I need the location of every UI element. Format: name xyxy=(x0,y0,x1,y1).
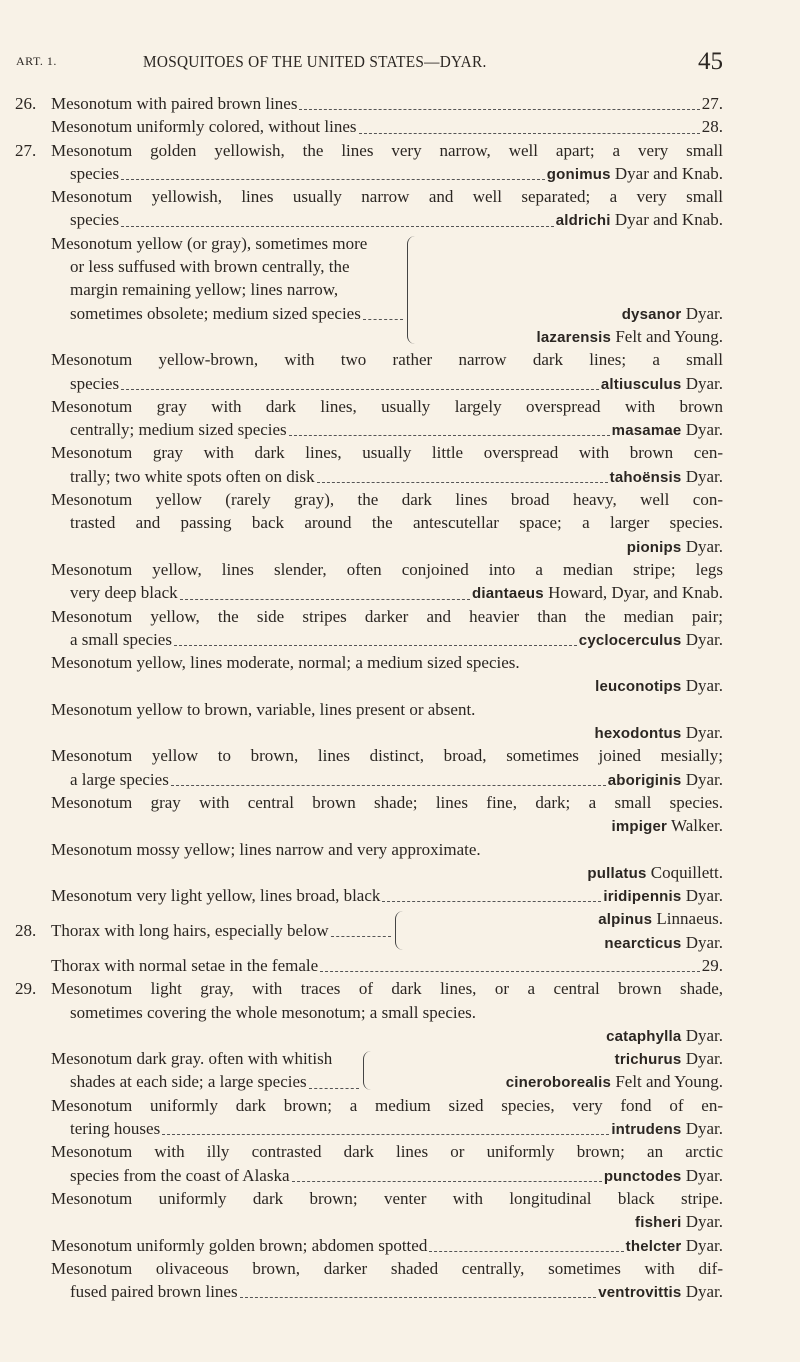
species-result xyxy=(556,208,723,232)
species-name: nearcticus xyxy=(604,934,682,952)
species-name: ventrovittis xyxy=(598,1284,682,1302)
species-result xyxy=(610,465,723,489)
key-text: Mesonotum mossy yellow; lines narrow and very approximate. xyxy=(51,839,481,859)
species-line xyxy=(416,931,723,954)
key-text: sometimes obsolete; medium sized species xyxy=(70,303,361,323)
species-result xyxy=(615,1047,723,1071)
key-text: Mesonotum gray with central brown shade; lines fine, dark; a small species. xyxy=(51,792,723,812)
key-text: Mesonotum uniformly dark brown; venter with longitudinal black stripe. xyxy=(51,1188,723,1208)
key-text: Mesonotum gray with dark lines, usually little overspread with brown cen- xyxy=(51,443,723,463)
key-line xyxy=(15,372,723,395)
key-text: Mesonotum with illy contrasted dark lines or uniformly brown; an arctic xyxy=(51,1142,723,1162)
key-text: species xyxy=(70,163,120,183)
species-author: Dyar. xyxy=(681,629,723,649)
key-text: Mesonotum very light yellow, lines broad, black xyxy=(51,886,381,906)
species-result xyxy=(612,418,723,442)
species-result xyxy=(604,1164,723,1188)
key-line xyxy=(15,838,723,861)
brace-left xyxy=(51,232,405,349)
key-line xyxy=(15,162,723,185)
key-text: trasted and passing back around the antescutellar space; a larger species. xyxy=(70,513,723,533)
species-result xyxy=(594,721,723,745)
key-line xyxy=(15,581,723,604)
species-line xyxy=(384,1070,723,1093)
leader-dots xyxy=(359,133,700,134)
key-line xyxy=(15,139,723,162)
key-text: Mesonotum uniformly colored, without lines xyxy=(51,117,357,137)
article-label: ART. 1. xyxy=(16,54,57,68)
key-text: Mesonotum dark gray. often with whitish xyxy=(51,1049,333,1069)
species-author: Felt and Young. xyxy=(611,1072,723,1092)
species-author: Dyar. xyxy=(681,1282,723,1302)
key-text: or less suffused with brown centrally, the xyxy=(70,257,350,277)
key-text: species xyxy=(70,210,120,230)
page-header xyxy=(16,50,723,76)
key-text: Mesonotum yellow to brown, lines distinct, broad, sometimes joined mesially; xyxy=(51,746,723,766)
leader-dots xyxy=(121,226,554,227)
species-name: fisheri xyxy=(635,1214,682,1232)
key-text: Mesonotum golden yellowish, the lines very narrow, well apart; a very small xyxy=(51,140,723,160)
key-text: trally; two white spots often on disk xyxy=(70,466,315,486)
page-number: 45 xyxy=(698,48,723,75)
key-line xyxy=(15,1140,723,1163)
species-name: cataphylla xyxy=(606,1027,682,1045)
species-result xyxy=(579,628,723,652)
species-author: Dyar. xyxy=(681,1212,723,1232)
leader-dots xyxy=(363,319,403,320)
leader-dots xyxy=(331,936,391,937)
species-result xyxy=(702,954,723,977)
species-name: dysanor xyxy=(621,305,682,323)
species-line xyxy=(428,302,723,325)
species-name: pullatus xyxy=(587,864,647,882)
key-line xyxy=(15,791,723,814)
brace-group xyxy=(15,907,723,954)
leader-dots xyxy=(309,1088,359,1089)
couplet-number: 28. xyxy=(15,921,37,941)
key-line xyxy=(15,1094,723,1117)
key-line xyxy=(51,302,405,325)
key-line xyxy=(15,884,723,907)
key-text: Mesonotum gray with dark lines, usually largely overspread with brown xyxy=(51,396,723,416)
brace-icon xyxy=(407,236,422,345)
key-line xyxy=(15,1001,723,1024)
species-author: Dyar and Knab. xyxy=(610,163,723,183)
species-author: Dyar. xyxy=(681,1235,723,1255)
species-result xyxy=(702,92,723,115)
key-text: tering houses xyxy=(70,1119,161,1139)
species-result xyxy=(537,325,723,349)
species-author: Dyar. xyxy=(681,1049,723,1069)
key-line xyxy=(15,628,723,651)
species-result xyxy=(611,1117,723,1141)
leader-dots xyxy=(317,482,608,483)
couplet-reference: 29. xyxy=(701,956,723,975)
key-line xyxy=(15,395,723,418)
species-name: masamae xyxy=(611,422,682,440)
leader-dots xyxy=(299,109,699,110)
species-line xyxy=(384,1047,723,1070)
species-author: Dyar. xyxy=(681,1119,723,1139)
species-name: iridipennis xyxy=(603,888,682,906)
key-text: fused paired brown lines xyxy=(70,1282,238,1302)
key-text: Mesonotum light gray, with traces of dark lines, or a central brown shade, xyxy=(51,979,723,999)
key-line xyxy=(15,465,723,488)
key-text: Mesonotum yellowish, lines usually narrow and well separated; a very small xyxy=(51,187,723,207)
species-name: pionips xyxy=(626,538,682,556)
species-line xyxy=(416,907,723,930)
key-text: Mesonotum yellow (or gray), sometimes more xyxy=(51,233,368,253)
species-author: Linnaeus. xyxy=(652,909,723,929)
brace-group xyxy=(15,232,723,349)
key-line xyxy=(15,1164,723,1187)
species-result xyxy=(601,372,723,396)
key-line xyxy=(15,1024,723,1047)
species-result xyxy=(627,535,723,559)
leader-dots xyxy=(320,971,700,972)
key-line xyxy=(15,185,723,208)
key-text: sometimes covering the whole mesonotum; a small species. xyxy=(70,1002,477,1022)
species-name: tahoënsis xyxy=(609,468,682,486)
species-result xyxy=(603,884,723,908)
species-name: intrudens xyxy=(611,1121,682,1139)
couplet-number: 26. xyxy=(15,94,37,113)
species-author: Dyar. xyxy=(681,536,723,556)
leader-dots xyxy=(180,599,470,600)
species-result xyxy=(595,674,723,698)
species-name: aboriginis xyxy=(607,771,682,789)
key-line xyxy=(15,92,723,115)
species-author: Dyar. xyxy=(681,932,723,952)
key-line xyxy=(15,605,723,628)
leader-dots xyxy=(240,1297,597,1298)
key-text: a small species xyxy=(70,629,172,649)
species-result xyxy=(608,768,723,792)
key-text: species from the coast of Alaska xyxy=(70,1165,290,1185)
key-text: Mesonotum yellow, lines slender, often conjoined into a median stripe; legs xyxy=(51,559,723,579)
species-result xyxy=(472,581,723,605)
brace-icon xyxy=(363,1051,378,1090)
brace-group xyxy=(15,1047,723,1094)
key-text: Mesonotum uniformly golden brown; abdomen spotted xyxy=(51,1235,428,1255)
species-line xyxy=(428,325,723,348)
brace-left xyxy=(51,907,393,954)
species-author: Dyar. xyxy=(681,1165,723,1185)
key-line xyxy=(15,1117,723,1140)
species-name: thelcter xyxy=(625,1237,682,1255)
species-result xyxy=(626,1234,723,1258)
species-result xyxy=(506,1070,723,1094)
key-line xyxy=(15,511,723,534)
key-line xyxy=(51,232,405,255)
species-name: lazarensis xyxy=(536,328,612,346)
leader-dots xyxy=(289,435,610,436)
key-line xyxy=(15,441,723,464)
species-author: Coquillett. xyxy=(646,862,723,882)
leader-dots xyxy=(162,1134,609,1135)
key-line xyxy=(15,698,723,721)
key-line xyxy=(51,1047,361,1070)
key-line xyxy=(51,919,393,942)
key-text: very deep black xyxy=(70,583,178,603)
brace-right xyxy=(416,907,723,954)
species-result xyxy=(702,115,723,138)
species-author: Dyar. xyxy=(681,466,723,486)
key-line xyxy=(15,1187,723,1210)
species-name: alpinus xyxy=(598,911,653,929)
key-line xyxy=(15,558,723,581)
key-line xyxy=(15,488,723,511)
key-line xyxy=(15,348,723,371)
couplet-number: 29. xyxy=(15,979,37,999)
key-text: species xyxy=(70,373,120,393)
key-line xyxy=(15,721,723,744)
species-author: Dyar. xyxy=(681,303,723,323)
species-author: Dyar. xyxy=(681,676,723,696)
species-name: cyclocerculus xyxy=(578,631,682,649)
species-result xyxy=(587,861,723,885)
key-line xyxy=(15,535,723,558)
key-text: Mesonotum uniformly dark brown; a medium sized species, very fond of en- xyxy=(51,1095,723,1115)
key-text: Mesonotum yellow (rarely gray), the dark lines broad heavy, well con- xyxy=(51,490,723,510)
key-line xyxy=(15,418,723,441)
key-line xyxy=(15,651,723,674)
species-result xyxy=(612,814,724,838)
leader-dots xyxy=(171,785,606,786)
species-name: leuconotips xyxy=(595,678,682,696)
species-result xyxy=(635,1210,723,1234)
species-author: Felt and Young. xyxy=(611,326,723,346)
species-name: hexodontus xyxy=(594,725,682,743)
couplet-reference: 27. xyxy=(701,94,723,113)
key-line xyxy=(15,1257,723,1280)
key-text: Mesonotum yellow, lines moderate, normal; a medium sized species. xyxy=(51,653,520,673)
species-author: Howard, Dyar, and Knab. xyxy=(543,583,723,603)
key-line xyxy=(51,1070,361,1093)
key-text: Mesonotum olivaceous brown, darker shaded centrally, sometimes with dif- xyxy=(51,1258,723,1278)
key-line xyxy=(15,954,723,977)
species-name: impiger xyxy=(611,818,668,836)
key-line xyxy=(15,1234,723,1257)
key-line xyxy=(15,115,723,138)
key-text: margin remaining yellow; lines narrow, xyxy=(70,280,339,300)
key-line xyxy=(15,744,723,767)
leader-dots xyxy=(121,389,599,390)
brace-right xyxy=(384,1047,723,1094)
key-text: a large species xyxy=(70,769,169,789)
key-line xyxy=(15,1280,723,1303)
species-name: punctodes xyxy=(603,1167,682,1185)
species-author: Dyar. xyxy=(681,769,723,789)
key-line xyxy=(15,977,723,1000)
key-line xyxy=(15,674,723,697)
key-text: Thorax with normal setae in the female xyxy=(51,956,319,975)
key-line xyxy=(15,814,723,837)
species-name: diantaeus xyxy=(471,585,544,603)
key-line xyxy=(51,255,405,278)
species-result xyxy=(604,931,723,955)
species-name: altiusculus xyxy=(600,375,682,393)
key-text: Mesonotum yellow, the side stripes darker and heavier than the median pair; xyxy=(51,606,723,626)
key-text: Thorax with long hairs, especially below xyxy=(51,921,329,941)
key-text: Mesonotum with paired brown lines xyxy=(51,94,298,113)
key-line xyxy=(51,278,405,301)
species-result xyxy=(598,1280,723,1304)
key-text: centrally; medium sized species xyxy=(70,420,287,440)
species-author: Dyar. xyxy=(681,886,723,906)
species-author: Dyar. xyxy=(681,723,723,743)
key-text: Mesonotum yellow-brown, with two rather narrow dark lines; a small xyxy=(51,350,723,370)
running-title: MOSQUITOES OF THE UNITED STATES—DYAR. xyxy=(143,52,487,71)
species-name: trichurus xyxy=(614,1051,682,1069)
species-author: Walker. xyxy=(667,816,723,836)
species-name: aldrichi xyxy=(555,212,611,230)
brace-icon xyxy=(395,911,410,950)
leader-dots xyxy=(174,645,577,646)
species-result xyxy=(622,302,723,326)
key-text: shades at each side; a large species xyxy=(70,1072,307,1092)
species-author: Dyar. xyxy=(681,373,723,393)
species-author: Dyar and Knab. xyxy=(610,210,723,230)
leader-dots xyxy=(429,1251,623,1252)
species-author: Dyar. xyxy=(681,420,723,440)
leader-dots xyxy=(292,1181,602,1182)
couplet-reference: 28. xyxy=(701,117,723,137)
brace-left xyxy=(51,1047,361,1094)
couplet-number: 27. xyxy=(15,140,37,160)
species-result xyxy=(598,907,723,931)
identification-key xyxy=(15,92,723,1303)
leader-dots xyxy=(382,901,601,902)
species-name: gonimus xyxy=(546,165,611,183)
key-text: Mesonotum yellow to brown, variable, lines present or absent. xyxy=(51,699,476,719)
leader-dots xyxy=(121,179,545,180)
key-line xyxy=(15,861,723,884)
key-line xyxy=(15,768,723,791)
key-line xyxy=(15,208,723,231)
species-result xyxy=(547,162,723,186)
key-line xyxy=(15,1210,723,1233)
species-name: cineroborealis xyxy=(505,1074,612,1092)
brace-right xyxy=(428,232,723,349)
species-result xyxy=(606,1024,723,1048)
species-author: Dyar. xyxy=(681,1025,723,1045)
